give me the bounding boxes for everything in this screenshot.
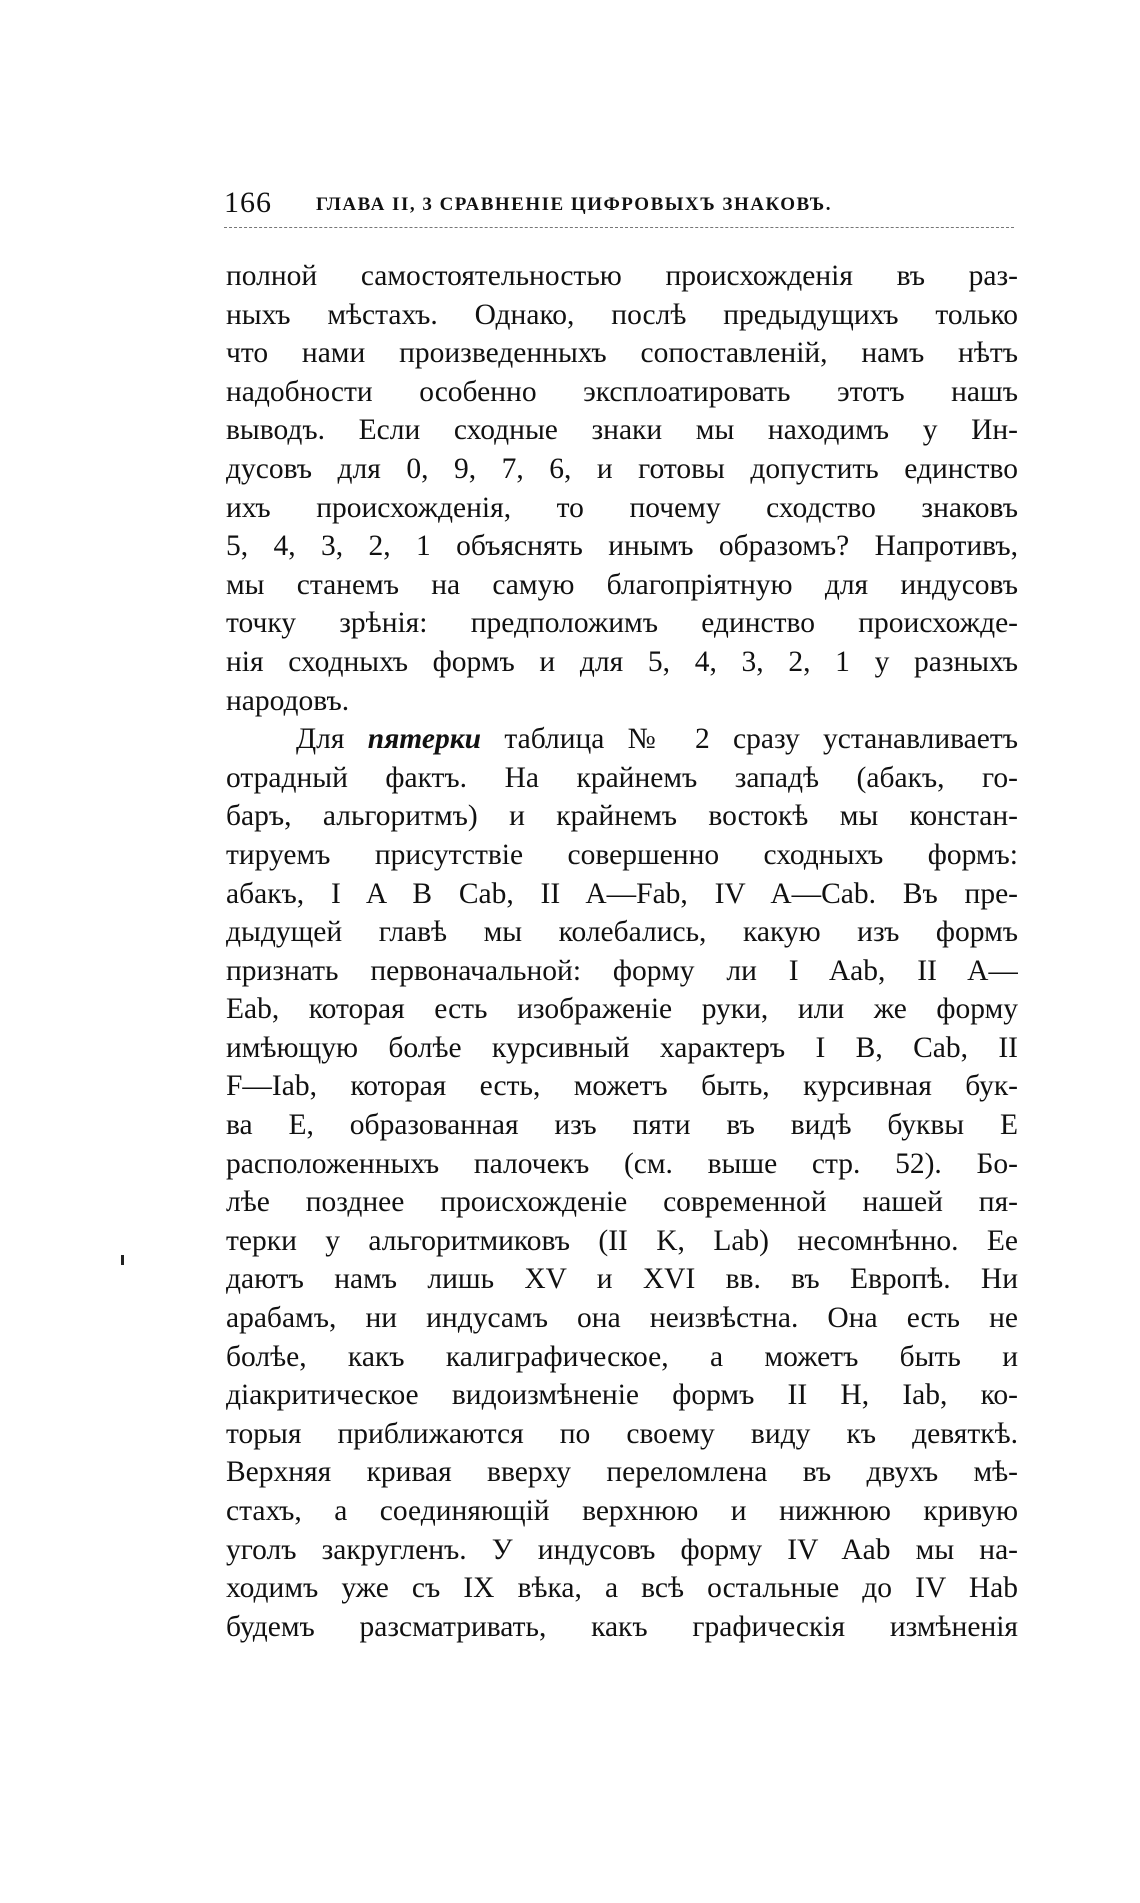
- text-line: имѣющую болѣе курсивный характеръ I B, Cab, II: [226, 1031, 1018, 1064]
- text-line: 5, 4, 3, 2, 1 объяснять инымъ образомъ? Напротивъ,: [226, 530, 1018, 563]
- text-run: Для: [296, 723, 345, 756]
- text-line: болѣе, какъ калиграфическое, а можетъ быть и: [226, 1340, 1018, 1373]
- margin-mark: [121, 1255, 124, 1265]
- text-line: лѣе позднее происхожденіе современной нашей пя-: [226, 1186, 1018, 1219]
- text-line: Eab, которая есть изображеніе руки, или же форму: [226, 993, 1018, 1026]
- text-line: Верхняя кривая вверху переломлена въ двухъ мѣ-: [226, 1456, 1018, 1489]
- text-run: таблица № 2 сразу устанавливаетъ: [504, 723, 1018, 756]
- text-line: тируемъ присутствіе совершенно сходныхъ формъ:: [226, 838, 1018, 871]
- header-rule: [224, 227, 1014, 228]
- page-header: [224, 186, 1014, 226]
- text-line: абакъ, I A B Cab, II A—Fab, IV A—Cab. Въ пре-: [226, 877, 1018, 910]
- text-line: что нами произведенныхъ сопоставленій, намъ нѣтъ: [226, 337, 1018, 370]
- body-text: [226, 257, 1018, 1646]
- text-line: F—Iab, которая есть, можетъ быть, курсивная бук-: [226, 1070, 1018, 1103]
- text-line: отрадный фактъ. На крайнемъ западѣ (абакъ, го-: [226, 761, 1018, 794]
- text-line: расположенныхъ палочекъ (см. выше стр. 52). Бо-: [226, 1147, 1018, 1180]
- text-line: ныхъ мѣстахъ. Однако, послѣ предыдущихъ только: [226, 298, 1018, 331]
- text-line: признать первоначальной: форму ли I Aab, II A—: [226, 954, 1018, 987]
- text-line: мы станемъ на самую благопріятную для индусовъ: [226, 568, 1018, 601]
- text-line: стахъ, а соединяющій верхнюю и нижнюю кривую: [226, 1495, 1018, 1527]
- text-line: дусовъ для 0, 9, 7, 6, и готовы допустить единство: [226, 452, 1018, 485]
- text-line: народовъ.: [226, 684, 350, 717]
- text-line: ходимъ уже съ IX вѣка, а всѣ остальные до IV Hab: [226, 1572, 1018, 1605]
- text-line: торыя приближаются по своему виду къ девяткѣ.: [226, 1417, 1018, 1450]
- text-line: выводъ. Если сходные знаки мы находимъ у Ин-: [226, 414, 1018, 447]
- text-line: дыдущей главѣ мы колебались, какую изъ формъ: [226, 916, 1018, 949]
- text-line: терки у альгоритмиковъ (II K, Lab) несомнѣнно. Ее: [226, 1224, 1018, 1257]
- emphasized-word: пятерки: [367, 723, 482, 756]
- text-line: даютъ намъ лишь XV и XVI вв. въ Европѣ. Ни: [226, 1263, 1018, 1296]
- text-line: уголъ закругленъ. У индусовъ форму IV Aab мы на-: [226, 1533, 1018, 1566]
- paragraph-first-line: [226, 720, 1018, 759]
- text-line: будемъ разсматривать, какъ графическія измѣненія: [226, 1610, 1018, 1643]
- running-title: ГЛАВА II, 3 СРАВНЕНІЕ ЦИФРОВЫХЪ ЗНАКОВЪ.: [316, 194, 832, 215]
- text-line: надобности особенно эксплоатировать этотъ нашъ: [226, 375, 1018, 408]
- text-line: полной самостоятельностью происхожденія въ раз-: [226, 260, 1018, 292]
- text-line: точку зрѣнія: предположимъ единство происхожде-: [226, 607, 1018, 640]
- text-line: діакритическое видоизмѣненіе формъ II H, Iab, ко-: [226, 1379, 1018, 1412]
- text-line: баръ, альгоритмъ) и крайнемъ востокѣ мы констан-: [226, 800, 1018, 833]
- text-line: ихъ происхожденія, то почему сходство знаковъ: [226, 491, 1018, 524]
- text-line: нія сходныхъ формъ и для 5, 4, 3, 2, 1 у разныхъ: [226, 645, 1018, 678]
- text-line: ва E, образованная изъ пяти въ видѣ буквы E: [226, 1109, 1018, 1142]
- text-line: арабамъ, ни индусамъ она неизвѣстна. Она есть не: [226, 1302, 1018, 1335]
- page-number: 166: [224, 186, 272, 219]
